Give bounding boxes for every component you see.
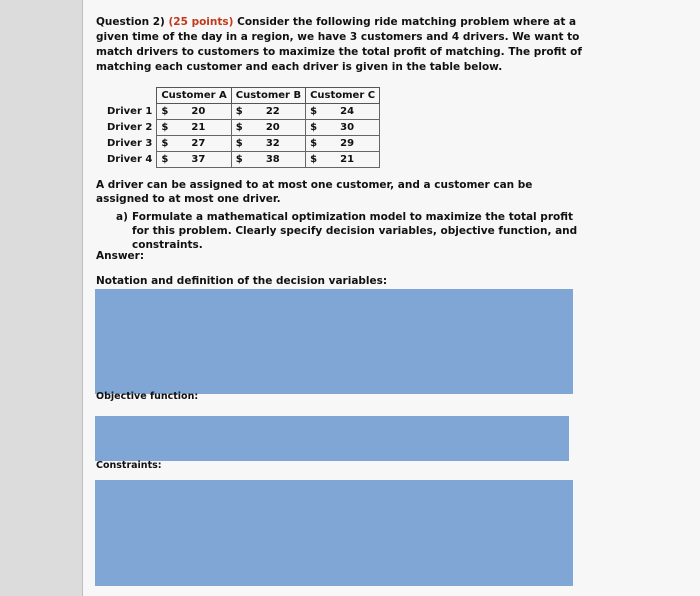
row-label: Driver 3 xyxy=(107,138,153,149)
constraints-label: Constraints: xyxy=(96,460,162,471)
table-row xyxy=(103,104,380,120)
table-cell: $ 38 xyxy=(231,152,305,168)
table-cell: $ 27 xyxy=(157,136,231,152)
table-cell: $ 20 xyxy=(157,104,231,120)
table-row xyxy=(103,120,380,136)
table-cell: $ 32 xyxy=(231,136,305,152)
constraints-answer-box[interactable] xyxy=(95,480,573,586)
col-header-customer-b: Customer B xyxy=(231,88,305,104)
part-a xyxy=(116,210,586,252)
objective-label: Objective function: xyxy=(96,391,199,402)
table-cell: $ 29 xyxy=(306,136,380,152)
assignment-rule-text: A driver can be assigned to at most one customer, and a customer can be assigned to at most one driver. xyxy=(96,179,533,205)
table-row xyxy=(103,152,380,168)
table-cell: $ 37 xyxy=(157,152,231,168)
answer-label: Answer: xyxy=(96,250,145,262)
question-body: Consider the following ride matching problem where at a given time of the day in a region, we have 3 customers and 4 drivers. We want to match drivers to customers to maximize the total profit of matching. The profit of matching each customer and each driver is given in the table below. xyxy=(96,16,582,73)
table-cell: $ 21 xyxy=(157,120,231,136)
part-a-text: Formulate a mathematical optimization model to maximize the total profit for this problem. Clearly specify decision variables, objective function, and constraints. xyxy=(132,211,578,251)
col-header-customer-c: Customer C xyxy=(306,88,380,104)
table-cell: $ 24 xyxy=(306,104,380,120)
objective-answer-box[interactable] xyxy=(95,416,569,461)
question-text xyxy=(96,15,606,75)
table-cell: $ 22 xyxy=(231,104,305,120)
question-label: Question 2) xyxy=(96,16,165,28)
table-row xyxy=(103,136,380,152)
col-header-customer-a: Customer A xyxy=(157,88,231,104)
table-cell: $ 30 xyxy=(306,120,380,136)
table-corner xyxy=(103,88,157,104)
table-cell: $ 20 xyxy=(231,120,305,136)
row-label: Driver 2 xyxy=(107,122,153,133)
notation-label: Notation and definition of the decision variables: xyxy=(96,275,388,287)
profit-table xyxy=(103,87,380,168)
row-label: Driver 1 xyxy=(107,106,153,117)
question-points: (25 points) xyxy=(168,16,234,28)
part-a-label: a) xyxy=(116,211,128,223)
row-label: Driver 4 xyxy=(107,154,153,165)
table-cell: $ 21 xyxy=(306,152,380,168)
decision-variables-answer-box[interactable] xyxy=(95,289,573,394)
